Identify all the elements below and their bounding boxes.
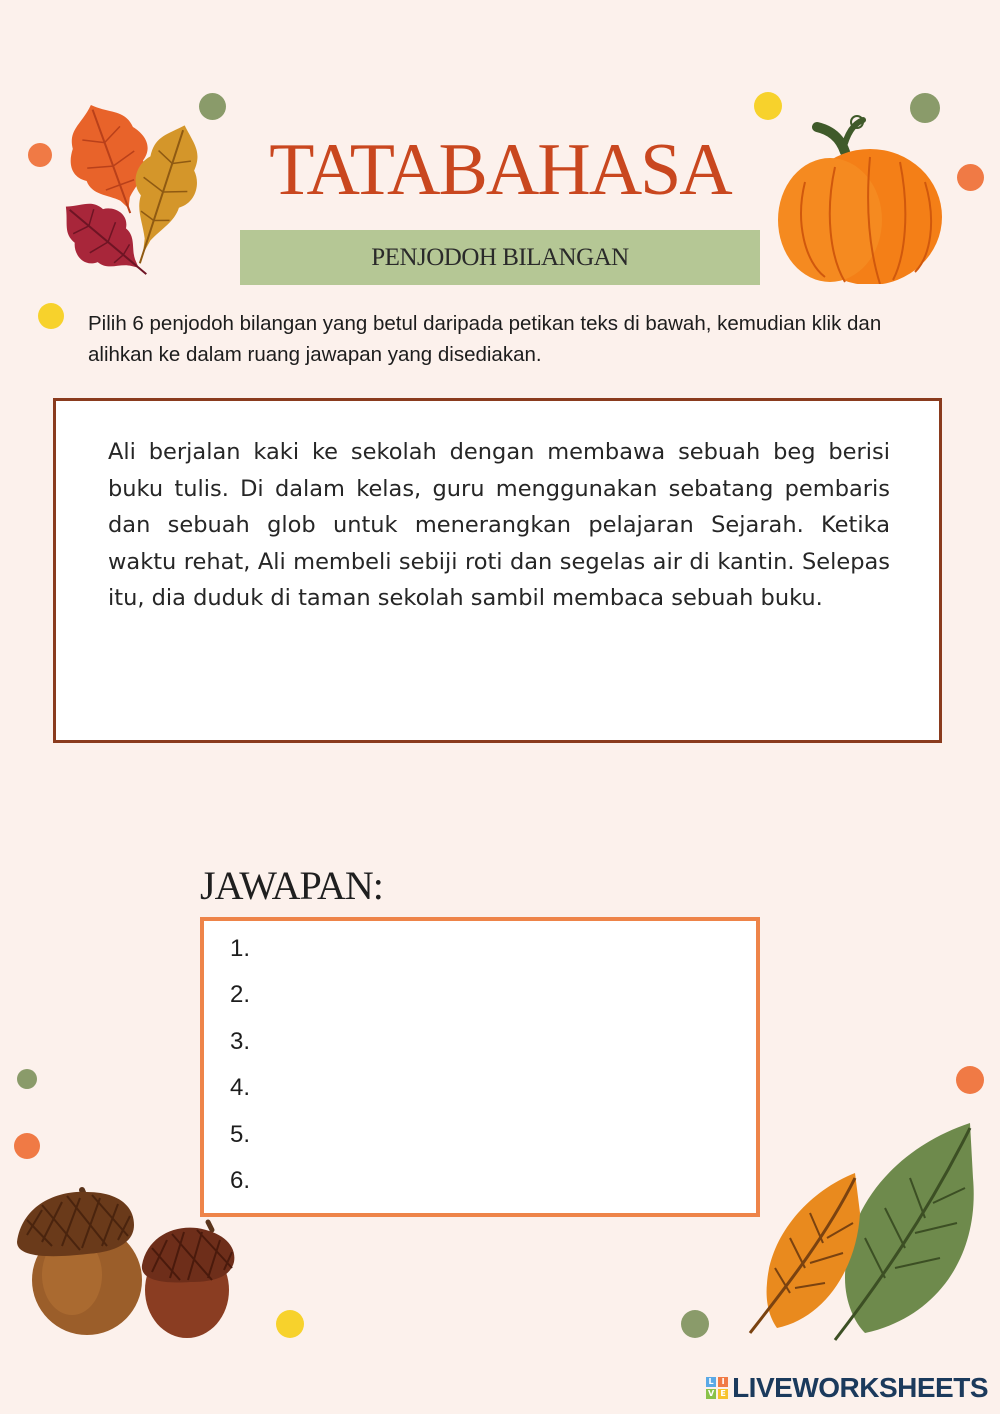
- logo-letter: E: [718, 1389, 728, 1399]
- page-subtitle: PENJODOH BILANGAN: [371, 243, 629, 271]
- acorns-icon: [12, 1180, 242, 1340]
- passage-text: Ali berjalan kaki ke sekolah dengan membawa sebuah beg berisi buku tulis. Di dalam kelas, guru menggunakan sebatang pembaris dan sebuah glob untuk menerangkan pelajaran Sejarah. Ketika waktu rehat, Ali membeli sebiji roti dan segelas air di kantin. Selepas itu, dia duduk di taman sekolah sambil membaca sebuah buku.: [108, 439, 890, 611]
- answer-box[interactable]: [200, 917, 760, 1217]
- brand-name: LIVEWORKSHEETS: [732, 1372, 988, 1403]
- page-title: TATABAHASA: [269, 129, 731, 211]
- answer-slot-2[interactable]: 2.: [230, 981, 251, 1009]
- footer-brand: [706, 1372, 988, 1404]
- answer-slot-4[interactable]: 4.: [230, 1074, 251, 1102]
- logo-letter: V: [707, 1389, 715, 1398]
- answer-slot-5[interactable]: 5.: [230, 1120, 251, 1148]
- instruction-text: Pilih 6 penjodoh bilangan yang betul daripada petikan teks di bawah, kemudian klik dan alihkan ke dalam ruang jawapan yang disediakan.: [88, 312, 882, 366]
- answer-list: [230, 933, 250, 1211]
- logo-letter: L: [706, 1377, 716, 1387]
- answer-slot-6[interactable]: 6.: [230, 1166, 251, 1194]
- subtitle-bar: [240, 230, 760, 285]
- answer-slot-1[interactable]: 1.: [230, 935, 251, 962]
- answer-slot-3[interactable]: 3.: [230, 1027, 251, 1055]
- leaves-icon: [745, 1118, 985, 1343]
- passage-box: [53, 398, 942, 743]
- decor-dot: [276, 1310, 304, 1338]
- answer-heading: JAWAPAN:: [200, 863, 383, 908]
- liveworksheets-logo-icon: [706, 1377, 728, 1399]
- decor-dot: [38, 303, 64, 329]
- decor-dot: [14, 1133, 40, 1159]
- decor-dot: [17, 1069, 37, 1089]
- decor-dot: [956, 1066, 984, 1094]
- logo-letter: I: [718, 1377, 728, 1387]
- decor-dot: [681, 1310, 709, 1338]
